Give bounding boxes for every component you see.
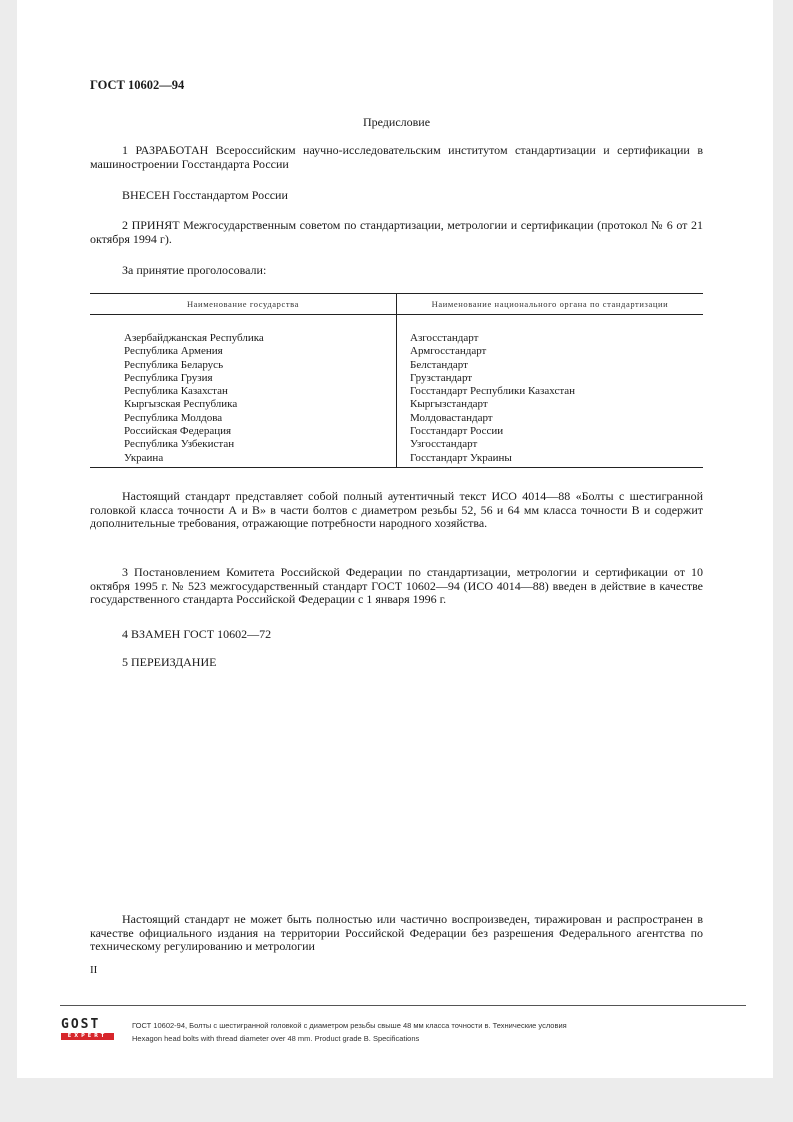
logo-wordmark: GOST: [61, 1017, 101, 1032]
table-row: [90, 385, 703, 398]
table-row: [90, 372, 703, 385]
standards-body-cell: Госстандарт Республики Казахстан: [410, 385, 576, 398]
logo-subtitle: EXPERT: [61, 1033, 114, 1040]
state-name-cell: Азербайджанская Республика: [90, 332, 397, 345]
table-row: [90, 412, 703, 425]
document-code: ГОСТ 10602—94: [90, 78, 185, 92]
table-body: [90, 315, 703, 468]
footer-divider: [60, 1005, 746, 1006]
standards-body-cell: Госстандарт Украины: [397, 452, 704, 468]
column-header-standards-body: Наименование национального органа по стандартизации: [397, 294, 704, 315]
table-row: [90, 398, 703, 411]
paragraph-authentic-text: Настоящий стандарт представляет собой полный аутентичный текст ИСО 4014—88 «Болты с шестигранной головкой класса точности А и В» в части болтов с диаметром резьбы 52, 56 и 64 мм класса точности В и содержит дополнительные требования, отражающие потребности народного хозяйства.: [90, 489, 703, 530]
table-row: [90, 452, 703, 468]
page-number: II: [90, 964, 98, 976]
table-row: [90, 438, 703, 451]
standards-body-cell: Армгосстандарт: [410, 345, 487, 358]
paragraph-reissue: 5 ПЕРЕИЗДАНИЕ: [122, 655, 217, 669]
standards-body-cell: Кыргызстандарт: [410, 398, 488, 411]
state-name-cell: Республика Молдова: [90, 412, 397, 425]
footer-description: [132, 1019, 567, 1045]
state-name-cell: Республика Армения: [90, 345, 397, 358]
table-row: [90, 425, 703, 438]
standards-body-cell: Белстандарт: [410, 358, 468, 371]
paragraph-copyright-notice: Настоящий стандарт не может быть полностью или частично воспроизведен, тиражирован и распространен в качестве официального издания на территории Российской Федерации без разрешения Федерального агентства по техническому регулированию и метрологии: [90, 912, 703, 953]
standards-body-cell: Госстандарт России: [410, 425, 504, 438]
state-name-cell: Республика Казахстан: [90, 385, 397, 398]
standards-body-cell: Грузстандарт: [410, 371, 473, 384]
state-name-cell: Российская Федерация: [90, 425, 397, 438]
state-name-cell: Украина: [90, 452, 397, 468]
section-heading: Предисловие: [362, 115, 431, 129]
paragraph-resolution: 3 Постановлением Комитета Российской Федерации по стандартизации, метрологии и сертификации от 10 октября 1995 г. № 523 межгосударственный стандарт ГОСТ 10602—94 (ИСО 4014—88) введен в действие в качестве государственного стандарта Российской Федерации с 1 января 1996 г.: [90, 565, 703, 606]
paragraph-developed-by: 1 РАЗРАБОТАН Всероссийским научно-исследовательским институтом стандартизации и сертификации в машиностроении Госстандарта России: [90, 143, 703, 171]
state-name-cell: Республика Беларусь: [90, 359, 397, 372]
paragraph-voted: За принятие проголосовали:: [122, 263, 267, 277]
paragraph-replaces: 4 ВЗАМЕН ГОСТ 10602—72: [122, 627, 272, 641]
table-row: [90, 332, 703, 345]
column-header-state: Наименование государства: [90, 294, 397, 315]
table-row: [90, 359, 703, 372]
standards-body-cell: Молдовастандарт: [410, 411, 493, 424]
state-name-cell: Республика Грузия: [90, 372, 397, 385]
standards-body-cell: Азгосстандарт: [410, 332, 479, 344]
footer-title-en: Hexagon head bolts with thread diameter over 48 mm. Product grade B. Specifications: [132, 1034, 420, 1043]
paragraph-introduced-by: ВНЕСЕН Госстандартом России: [122, 188, 288, 202]
voting-table: [90, 293, 703, 468]
table-row: [90, 345, 703, 358]
paragraph-adopted: 2 ПРИНЯТ Межгосударственным советом по стандартизации, метрологии и сертификации (протокол № 6 от 21 октября 1994 г).: [90, 218, 703, 246]
table-header-row: [90, 294, 703, 315]
gost-expert-logo[interactable]: [61, 1019, 116, 1043]
state-name-cell: Кыргызская Республика: [90, 398, 397, 411]
standards-body-cell: Узгосстандарт: [410, 438, 478, 451]
state-name-cell: Республика Узбекистан: [90, 438, 397, 451]
footer-title-ru: ГОСТ 10602-94, Болты с шестигранной головкой с диаметром резьбы свыше 48 мм класса точности в. Технические условия: [132, 1021, 567, 1030]
